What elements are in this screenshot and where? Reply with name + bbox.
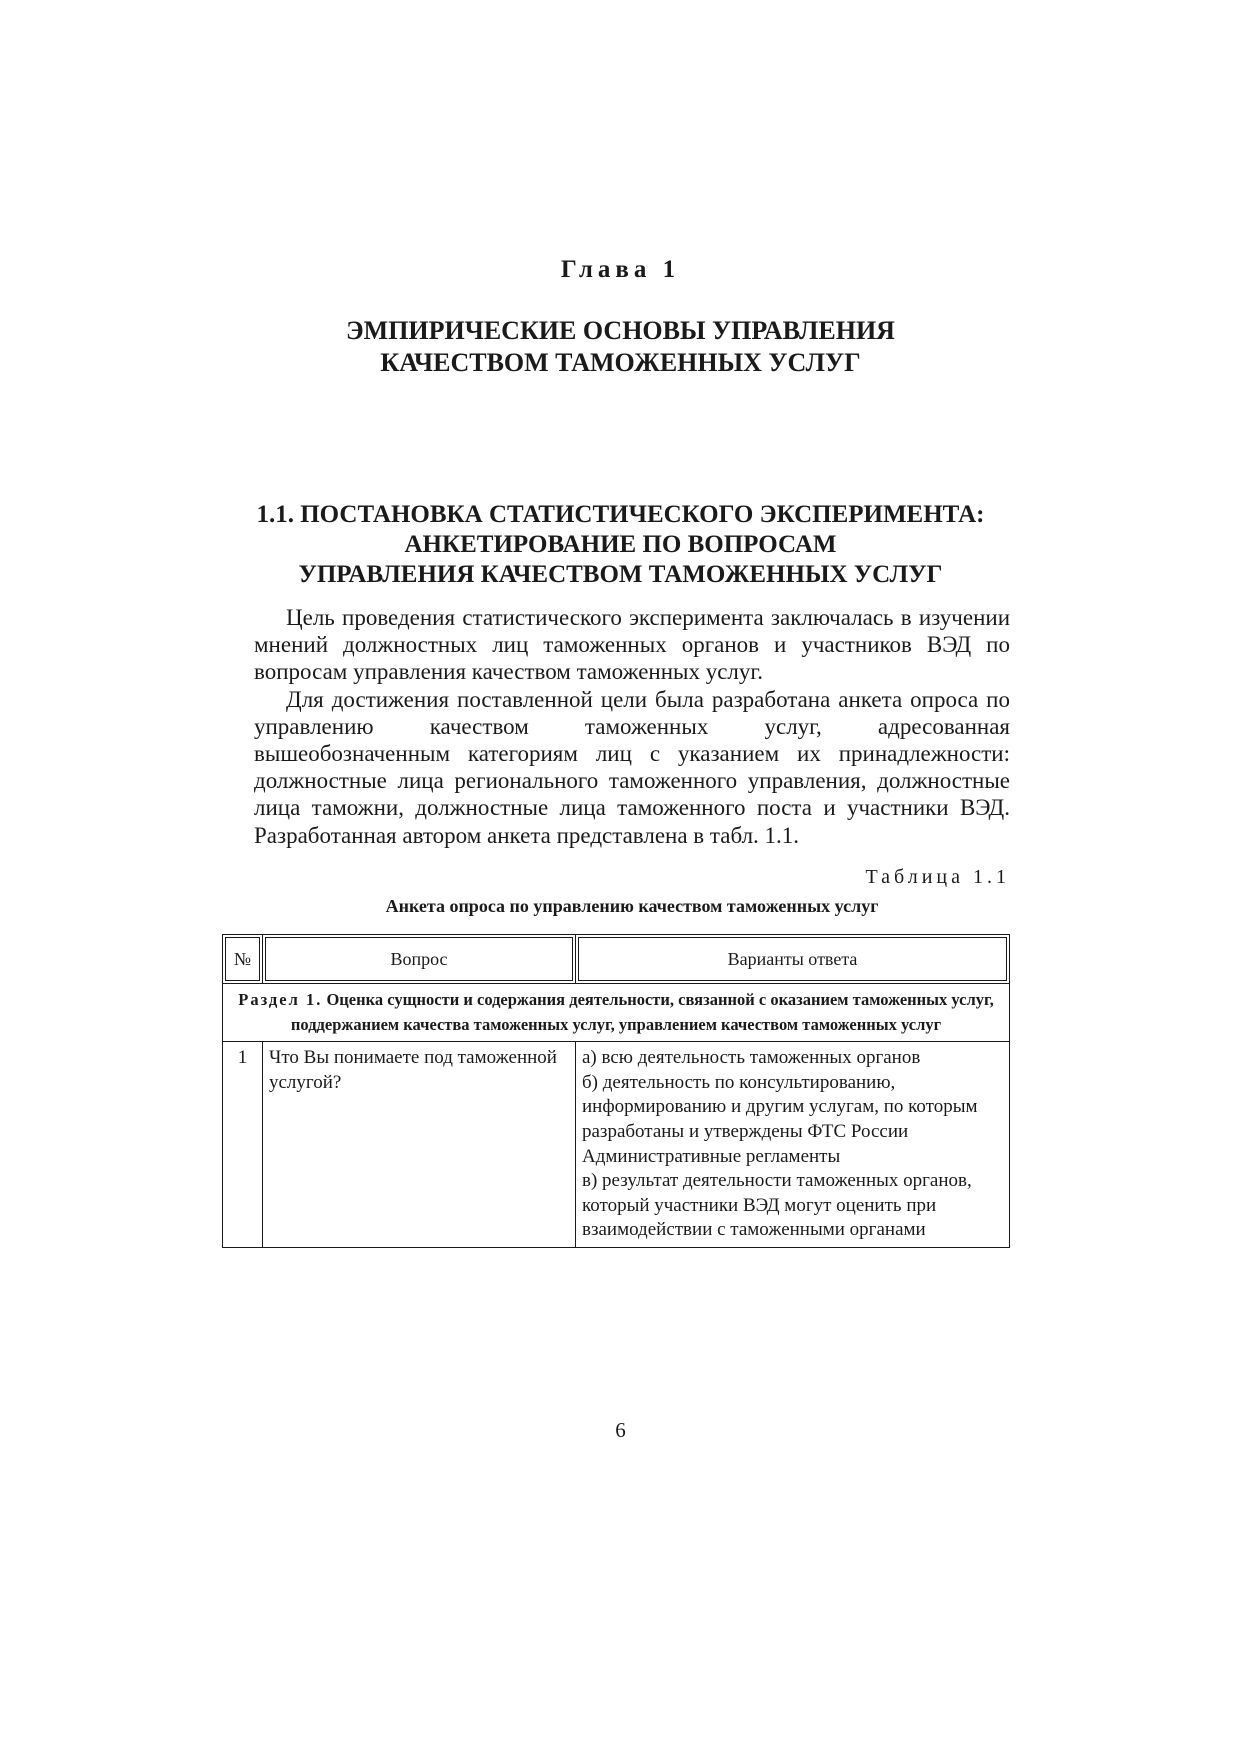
section-title-line: УПРАВЛЕНИЯ КАЧЕСТВОМ ТАМОЖЕННЫХ УСЛУГ [298, 561, 943, 588]
survey-table-wrapper [222, 934, 1010, 1248]
table-label: Таблица 1.1 [865, 866, 1010, 888]
table-section-row [223, 984, 1010, 1042]
table-row [223, 1042, 1010, 1248]
answer-option: а) всю деятельность таможенных органов [582, 1047, 921, 1069]
header-answers: Варианты ответа [576, 935, 1010, 984]
row-answers [576, 1042, 1010, 1248]
table-caption: Анкета опроса по управлению качеством таможенных услуг [385, 896, 879, 916]
paragraph: Цель проведения статистического эксперимента заключалась в изучении мнений должностных лиц таможенных органов и участников ВЭД по вопросам управления качеством таможенных услуг. [254, 605, 1010, 685]
page-number: 6 [615, 1418, 626, 1442]
section-row-prefix: Раздел 1. [238, 990, 323, 1009]
answer-option: в) результат деятельности таможенных органов, который участники ВЭД могут оценить при взаимодействии с таможенными органами [582, 1170, 972, 1241]
row-num: 1 [223, 1042, 263, 1248]
header-num: № [223, 935, 263, 984]
answer-option: б) деятельность по консультированию, информированию и другим услугам, по которым разработаны и утверждены ФТС России Административные регламенты [582, 1071, 978, 1167]
chapter-title-line: КАЧЕСТВОМ ТАМОЖЕННЫХ УСЛУГ [380, 348, 861, 377]
table-header-row [223, 935, 1010, 984]
chapter-label: Глава 1 [560, 256, 681, 283]
section-title [0, 500, 1241, 590]
paragraph: Для достижения поставленной цели была разработана анкета опроса по управлению качеством таможенных услуг, адресованная вышеобозначенным категориям лиц с указанием их принадлежности: должностные лица регионального таможенного управления, должностные лица таможни, должностные лица таможенного поста и участники ВЭД. Разработанная автором анкета представлена в табл. 1.1. [254, 686, 1010, 848]
row-question: Что Вы понимаете под таможенной услугой? [263, 1042, 576, 1248]
section-row-text: Оценка сущности и содержания деятельности, связанной с оказанием таможенных услуг, поддержанием качества таможенных услуг, управлением качеством таможенных услуг [290, 990, 994, 1034]
survey-table [222, 934, 1010, 1248]
section-title-line: АНКЕТИРОВАНИЕ ПО ВОПРОСАМ [404, 531, 837, 558]
chapter-title [0, 315, 1241, 379]
section-row-cell [223, 984, 1010, 1042]
chapter-title-line: ЭМПИРИЧЕСКИЕ ОСНОВЫ УПРАВЛЕНИЯ [346, 316, 895, 345]
body-text [254, 604, 1010, 849]
section-title-line: 1.1. ПОСТАНОВКА СТАТИСТИЧЕСКОГО ЭКСПЕРИМЕНТА: [256, 501, 985, 528]
header-question: Вопрос [263, 935, 576, 984]
